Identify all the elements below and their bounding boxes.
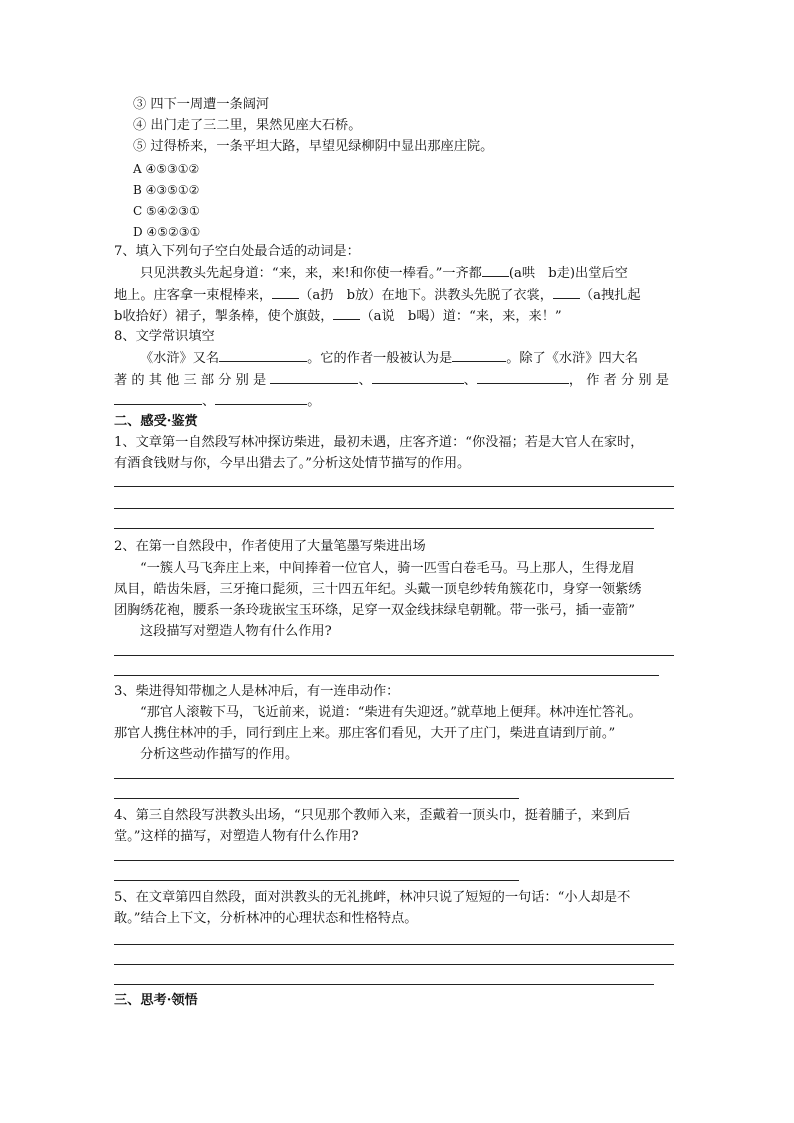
q7-text: (a哄 b走)出堂后空 bbox=[508, 266, 628, 281]
q7-text: （a说 b喝）道：“来，来，来！” bbox=[360, 309, 562, 324]
separator: 、 bbox=[202, 394, 216, 409]
q7-line-1 bbox=[140, 264, 628, 283]
answer-blank[interactable] bbox=[114, 392, 202, 405]
q7-text: 地上。庄客拿一束棍棒来， bbox=[114, 288, 273, 303]
q7-text: （a拽扎起 bbox=[579, 288, 641, 303]
answer-line[interactable] bbox=[114, 675, 659, 676]
answer-line[interactable] bbox=[114, 528, 654, 529]
q6-option-b: B ④③⑤①② bbox=[133, 183, 200, 197]
answer-blank[interactable] bbox=[215, 392, 307, 405]
q8-text: 。它的作者一般被认为是 bbox=[307, 351, 453, 366]
answer-line[interactable] bbox=[114, 964, 674, 965]
q8-text: 《水浒》又名 bbox=[140, 351, 220, 366]
answer-blank[interactable] bbox=[553, 286, 580, 299]
s2-q2-line-4: 团胸绣花袍，腰系一条玲珑嵌宝玉环绦，足穿一双金线抹绿皂朝靴。带一张弓，插一壶箭” bbox=[114, 603, 636, 618]
answer-line[interactable] bbox=[114, 655, 674, 656]
q6-item-5: ⑤ 过得桥来，一条平坦大路，早望见绿柳阴中显出那座庄院。 bbox=[133, 139, 494, 154]
s2-q1-line-1: 1、文章第一自然段写林冲探访柴进，最初未遇，庄客齐道：“你没福；若是大官人在家时， bbox=[114, 435, 644, 450]
q8-text: 。除了《水浒》四大名 bbox=[506, 351, 639, 366]
s2-q4-line-1: 4、第三自然段写洪教头出场，“只见那个教师入来，歪戴着一顶头巾，挺着脯子，来到后 bbox=[114, 808, 631, 823]
q8-line-1 bbox=[140, 349, 638, 368]
answer-blank[interactable] bbox=[270, 371, 358, 384]
period: 。 bbox=[307, 394, 321, 409]
q6-option-c: C ⑤④②③① bbox=[133, 204, 200, 218]
s2-q5-line-1: 5、在文章第四自然段，面对洪教头的无礼挑衅，林冲只说了短短的一句话：“小人却是不 bbox=[114, 890, 631, 905]
answer-blank[interactable] bbox=[482, 264, 509, 277]
q7-title: 7、填入下列句子空白处最合适的动词是： bbox=[114, 244, 360, 259]
q8-text: 著 的 其 他 三 部 分 别 是 bbox=[114, 373, 267, 388]
q7-text: b收拾好）裙子，掣条棒，使个旗鼓， bbox=[114, 309, 334, 324]
q7-line-2 bbox=[114, 286, 641, 305]
q8-text: ， 作 者 分 别 是 bbox=[568, 373, 669, 388]
s2-q2-line-3: 凤目，皓齿朱唇，三牙掩口髭须，三十四五年纪。头戴一顶皂纱转角簇花巾，身穿一领紫绣 bbox=[114, 582, 642, 597]
answer-blank[interactable] bbox=[272, 286, 299, 299]
answer-blank[interactable] bbox=[372, 371, 464, 384]
section-3-title: 三、思考·领悟 bbox=[114, 993, 198, 1008]
s2-q2-line-1: 2、在第一自然段中，作者使用了大量笔墨写柴进出场 bbox=[114, 539, 426, 554]
s2-q3-line-1: 3、柴进得知带枷之人是林冲后，有一连串动作： bbox=[114, 684, 400, 699]
answer-blank[interactable] bbox=[219, 349, 307, 362]
q8-line-3 bbox=[114, 392, 320, 411]
s2-q5-line-2: 敢。”结合上下文，分析林冲的心理状态和性格特点。 bbox=[114, 911, 418, 926]
q6-option-d: D ④⑤②③① bbox=[133, 225, 201, 239]
q7-line-3 bbox=[114, 307, 562, 326]
answer-blank[interactable] bbox=[333, 307, 360, 320]
s2-q2-line-5: 这段描写对塑造人物有什么作用? bbox=[140, 624, 332, 639]
s2-q2-line-2: “一簇人马飞奔庄上来，中间捧着一位官人，骑一匹雪白卷毛马。马上那人，生得龙眉 bbox=[140, 561, 635, 576]
separator: 、 bbox=[463, 373, 477, 388]
q6-option-a: A ④⑤③①② bbox=[133, 162, 200, 176]
q8-title: 8、文学常识填空 bbox=[114, 329, 215, 344]
answer-line[interactable] bbox=[114, 860, 674, 861]
answer-line[interactable] bbox=[114, 798, 519, 799]
q6-item-3: ③ 四下一周遭一条阔河 bbox=[133, 97, 270, 112]
s2-q4-line-2: 堂。”这样的描写，对塑造人物有什么作用? bbox=[114, 829, 359, 844]
section-2-title: 二、感受·鉴赏 bbox=[114, 414, 198, 429]
answer-blank[interactable] bbox=[452, 349, 506, 362]
answer-line[interactable] bbox=[114, 778, 674, 779]
s2-q3-line-3: 那官人携住林冲的手，同行到庄上来。那庄客们看见，大开了庄门，柴进直请到厅前。” bbox=[114, 726, 616, 741]
answer-line[interactable] bbox=[114, 880, 519, 881]
q7-text: 只见洪教头先起身道：“来，来，来!和你使一棒看。”一齐都 bbox=[140, 266, 482, 281]
q7-text: （a扔 b放）在地下。洪教头先脱了衣裳， bbox=[299, 288, 553, 303]
q6-item-4: ④ 出门走了三二里，果然见座大石桥。 bbox=[133, 118, 362, 133]
s2-q3-line-2: “那官人滚鞍下马，飞近前来，说道：“柴进有失迎迓。”就草地上便拜。林冲连忙答礼。 bbox=[140, 705, 642, 720]
answer-blank[interactable] bbox=[477, 371, 569, 384]
answer-line[interactable] bbox=[114, 944, 674, 945]
s2-q3-line-4: 分析这些动作描写的作用。 bbox=[140, 747, 299, 762]
answer-line[interactable] bbox=[114, 508, 674, 509]
s2-q1-line-2: 有酒食钱财与你，今早出猎去了。”分析这处情节描写的作用。 bbox=[114, 456, 471, 471]
separator: 、 bbox=[358, 373, 372, 388]
answer-line[interactable] bbox=[114, 486, 674, 487]
answer-line[interactable] bbox=[114, 984, 654, 985]
q8-line-2 bbox=[114, 371, 669, 390]
